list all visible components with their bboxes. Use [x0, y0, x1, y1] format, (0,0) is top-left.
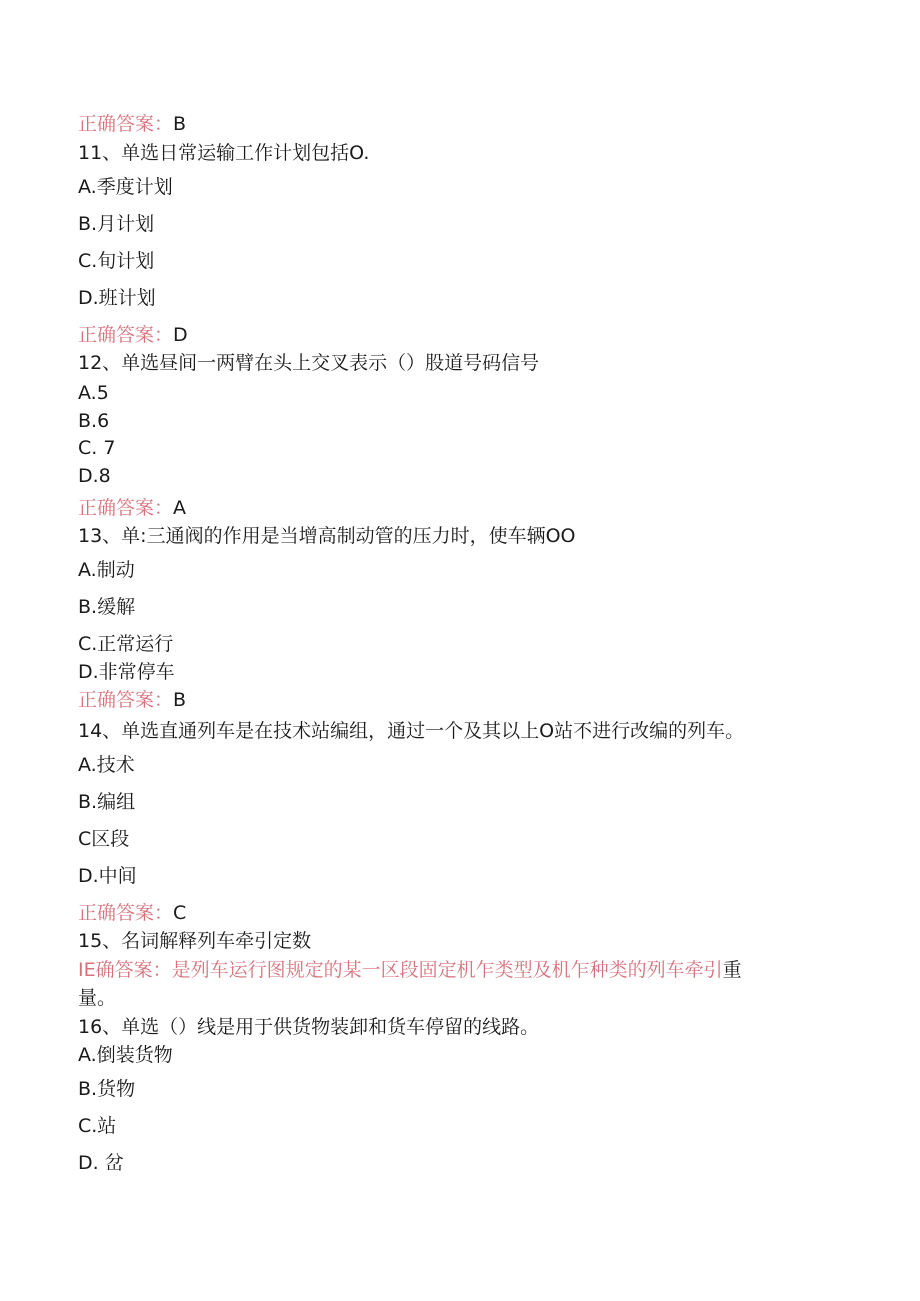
option-line: D.班计划: [78, 287, 156, 309]
option-line: A.5: [78, 382, 109, 404]
option-line: C.旬计划: [78, 250, 155, 272]
answer-line: [78, 901, 186, 925]
question-11: 11、单选日常运输工作计划包括O.: [78, 142, 370, 164]
answer-label: 正确答案：: [78, 689, 174, 711]
option-line: C区段: [78, 828, 130, 850]
option-line: A.倒装货物: [78, 1044, 173, 1066]
answer-line-long: [78, 958, 742, 982]
answer-line-end: 量。: [78, 987, 117, 1009]
option-line: B.编组: [78, 791, 136, 813]
answer-value: B: [173, 113, 187, 135]
option-line: D.中间: [78, 865, 137, 887]
answer-line: [78, 323, 188, 347]
option-line: D.8: [78, 465, 111, 487]
option-line: D.非常停车: [78, 661, 175, 683]
answer-value: D: [173, 324, 188, 346]
option-line: D. 岔: [78, 1152, 124, 1174]
question-12: 12、单选昼间一两臂在头上交叉表示（）股道号码信号: [78, 352, 540, 374]
answer-line: [78, 112, 186, 136]
answer-line: [78, 688, 186, 712]
answer-label: 正确答案：: [78, 497, 174, 519]
answer-label: 正确答案：: [78, 113, 174, 135]
option-line: B.6: [78, 410, 110, 432]
answer-label: 正确答案：: [78, 902, 174, 924]
answer-text: IE确答案：是列车运行图规定的某一区段固定机乍类型及机乍种类的列车牵引: [78, 959, 723, 981]
answer-value: A: [173, 497, 187, 519]
question-16: 16、单选（）线是用于供货物装卸和货车停留的线路。: [78, 1016, 540, 1038]
answer-value: B: [173, 689, 187, 711]
question-15: 15、名词解释列车牵引定数: [78, 930, 312, 952]
option-line: B.缓解: [78, 596, 136, 618]
option-line: B.月计划: [78, 213, 155, 235]
option-line: A.季度计划: [78, 176, 173, 198]
option-line: B.货物: [78, 1078, 136, 1100]
question-13: 13、单:三通阀的作用是当增高制动管的压力时，使车辆OO: [78, 525, 576, 547]
answer-continuation: 重: [722, 959, 742, 981]
question-14: 14、单选直通列车是在技术站编组，通过一个及其以上O站不进行改编的列车。: [78, 720, 745, 742]
answer-value: C: [173, 902, 187, 924]
option-line: C. 7: [78, 437, 116, 459]
option-line: A.制动: [78, 559, 135, 581]
option-line: C.站: [78, 1115, 117, 1137]
option-line: A.技术: [78, 754, 135, 776]
answer-label: 正确答案：: [78, 324, 174, 346]
answer-line: [78, 496, 186, 520]
option-line: C.正常运行: [78, 633, 174, 655]
